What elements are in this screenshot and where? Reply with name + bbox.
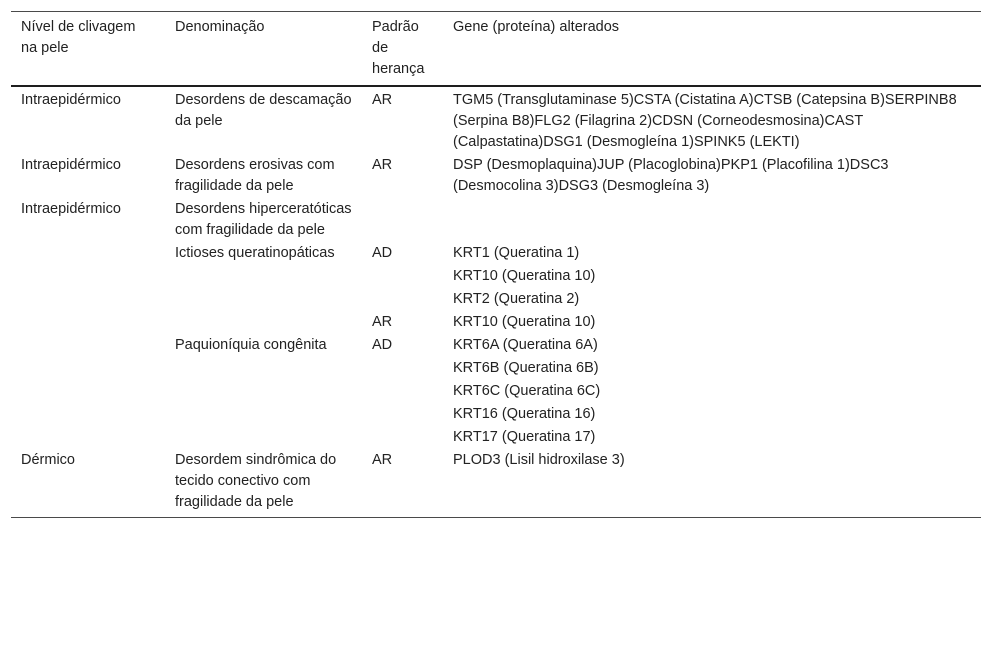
table-row [11,155,981,199]
cell-denomination [165,358,362,381]
header-denomination: Denominação [175,19,265,35]
cell-denomination: Paquioníquia congênita [175,337,327,353]
header-cleavage-level: Nível de clivagem na pele [21,19,136,56]
cell-cleavage-level: Intraepidérmico [21,92,121,108]
cell-gene: KRT16 (Queratina 16) [453,406,596,422]
cell-inheritance: AD [372,337,393,353]
table-row [11,86,981,155]
table-header [11,12,981,87]
cell-inheritance: AD [372,245,393,261]
table-row [11,427,981,450]
cell-inheritance [362,358,443,381]
cell-gene: KRT10 (Queratina 10) [453,314,596,330]
table-row [11,266,981,289]
table-row [11,289,981,312]
cell-gene: KRT6C (Queratina 6C) [453,383,601,399]
cell-inheritance: AR [372,314,393,330]
cell-inheritance: AR [372,92,393,108]
cell-cleavage-level: Intraepidérmico [21,157,121,173]
cell-cleavage-level [11,381,165,404]
cell-inheritance: AR [372,452,393,468]
cell-inheritance [362,266,443,289]
cell-denomination [165,404,362,427]
table-row [11,243,981,266]
cell-denomination [165,381,362,404]
cell-cleavage-level [11,335,165,358]
cell-cleavage-level [11,266,165,289]
table-row [11,335,981,358]
cell-cleavage-level [11,358,165,381]
skin-fragility-table [11,11,981,518]
cell-denomination [165,312,362,335]
cell-cleavage-level: Intraepidérmico [21,201,121,217]
cell-gene: PLOD3 (Lisil hidroxilase 3) [453,452,625,468]
table-row [11,312,981,335]
cell-denomination: Desordens erosivas com fragilidade da pele [175,157,335,194]
table-row [11,404,981,427]
cell-gene: KRT2 (Queratina 2) [453,291,580,307]
cell-inheritance [362,381,443,404]
cell-cleavage-level [11,289,165,312]
cell-cleavage-level: Dérmico [21,452,75,468]
cell-denomination: Desordens de descamação da pele [175,92,352,129]
cell-denomination: Ictioses queratinopáticas [175,245,335,261]
cell-gene: KRT6B (Queratina 6B) [453,360,599,376]
cell-denomination: Desordens hiperceratóticas com fragilidade da pele [175,201,352,238]
cell-gene: KRT17 (Queratina 17) [453,429,596,445]
table-row [11,450,981,518]
header-row [11,12,981,87]
cell-inheritance [362,427,443,450]
cell-inheritance [362,404,443,427]
cell-cleavage-level [11,427,165,450]
cell-gene: KRT1 (Queratina 1) [453,245,580,261]
header-inheritance-pattern: Padrão de herança [372,19,425,77]
cell-inheritance [362,289,443,312]
cell-gene: KRT6A (Queratina 6A) [453,337,598,353]
cell-gene: KRT10 (Queratina 10) [453,268,596,284]
cell-denomination [165,289,362,312]
table-row [11,381,981,404]
cell-denomination: Desordem sindrômica do tecido conectivo com fragilidade da pele [175,452,337,510]
table-body [11,86,981,518]
cell-inheritance: AR [372,157,393,173]
cell-denomination [165,427,362,450]
table-row [11,199,981,243]
cell-gene: TGM5 (Transglutaminase 5)CSTA (Cistatina A)CTSB (Catepsina B)SERPINB8 (Serpina B8)FLG2 (Filagrina 2)CDSN (Corneodesmosina)CAST (Calpastatina)DSG1 (Desmogleína 1)SPINK5 (LEKTI) [453,92,957,150]
cell-gene [443,199,981,243]
cell-cleavage-level [11,312,165,335]
cell-cleavage-level [11,243,165,266]
cell-inheritance [362,199,443,243]
skin-fragility-table-container [11,11,981,518]
cell-gene: DSP (Desmoplaquina)JUP (Placoglobina)PKP1 (Placofilina 1)DSC3 (Desmocolina 3)DSG3 (Desmogleína 3) [453,157,889,194]
cell-cleavage-level [11,404,165,427]
header-altered-gene: Gene (proteína) alterados [453,19,620,35]
cell-denomination [165,266,362,289]
table-row [11,358,981,381]
